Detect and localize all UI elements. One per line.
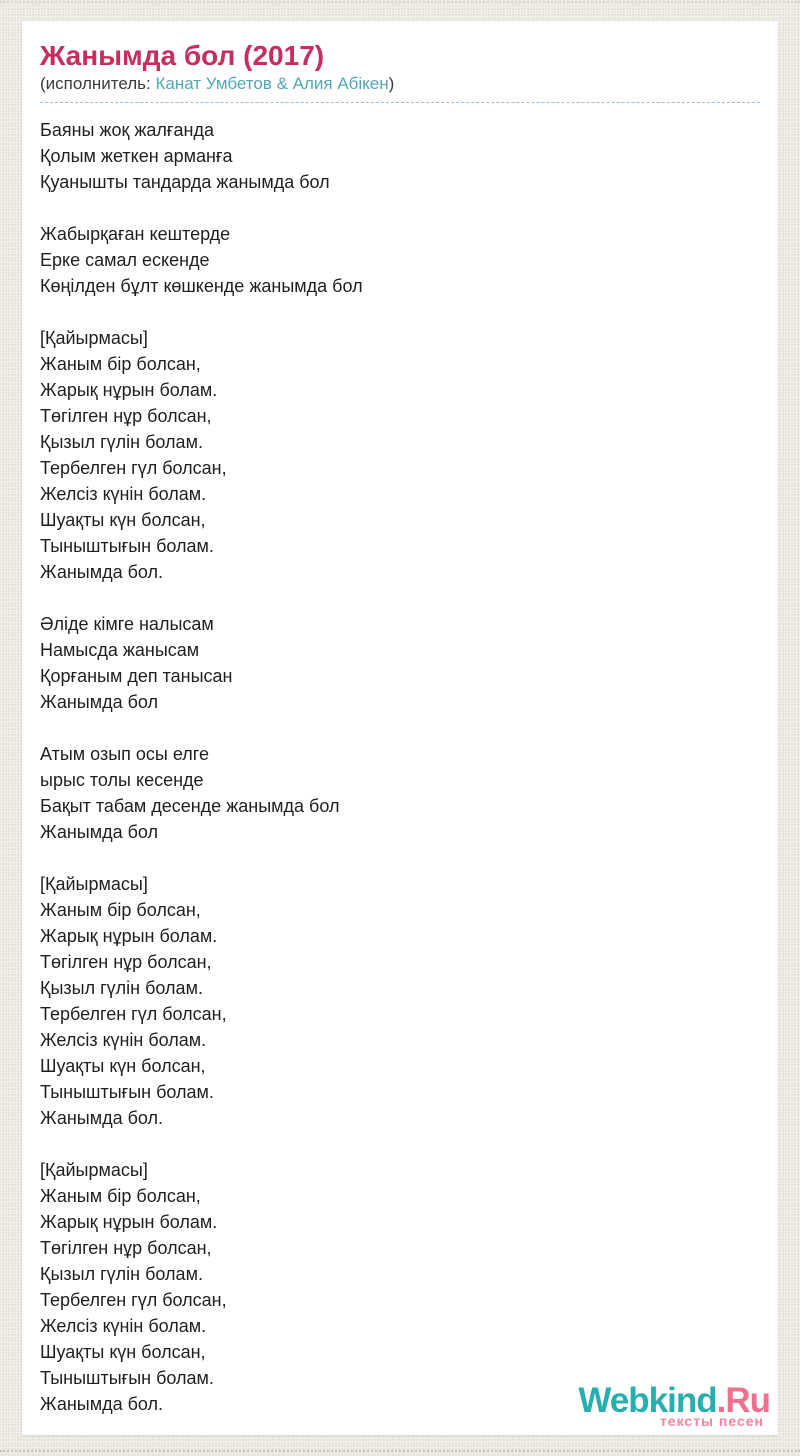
- lyric-line: Қызыл гүлін болам.: [40, 978, 203, 998]
- lyric-line: ырыс толы кесенде: [40, 770, 204, 790]
- lyric-line: Бақыт табам десенде жанымда бол: [40, 796, 340, 816]
- site-logo-tagline: тексты песен: [659, 1413, 764, 1429]
- stanza: [40, 117, 760, 195]
- lyric-line: Жарық нұрын болам.: [40, 926, 218, 946]
- lyric-line: Жанымда бол: [40, 692, 159, 712]
- stanza: [40, 1157, 760, 1417]
- lyric-line: [Қайырмасы]: [40, 328, 148, 348]
- lyrics-card: [22, 21, 778, 1435]
- lyric-line: Жарық нұрын болам.: [40, 1212, 218, 1232]
- lyric-line: Желсіз күнін болам.: [40, 1030, 207, 1050]
- lyric-line: Шуақты күн болсан,: [40, 1342, 206, 1362]
- lyric-line: Төгілген нұр болсан,: [40, 952, 212, 972]
- lyric-line: Жаным бір болсан,: [40, 354, 201, 374]
- lyric-line: Желсіз күнін болам.: [40, 1316, 207, 1336]
- lyric-line: Қызыл гүлін болам.: [40, 1264, 203, 1284]
- site-logo[interactable]: [578, 1383, 770, 1434]
- lyric-line: Жанымда бол.: [40, 1394, 164, 1414]
- page-bottom-dotted-border: [0, 1450, 800, 1452]
- lyric-line: [Қайырмасы]: [40, 874, 148, 894]
- lyric-line: Шуақты күн болсан,: [40, 510, 206, 530]
- lyric-line: Ерке самал ескенде: [40, 250, 210, 270]
- stanza: [40, 221, 760, 299]
- lyric-line: Жаным бір болсан,: [40, 900, 201, 920]
- stanza: [40, 611, 760, 715]
- lyric-line: Қолым жеткен арманға: [40, 146, 233, 166]
- artist-link[interactable]: Канат Умбетов & Алия Абікен: [155, 74, 389, 93]
- lyric-line: Желсіз күнін болам.: [40, 484, 207, 504]
- lyric-line: Қызыл гүлін болам.: [40, 432, 203, 452]
- lyric-line: Төгілген нұр болсан,: [40, 1238, 212, 1258]
- lyric-line: Көңілден бұлт көшкенде жанымда бол: [40, 276, 363, 296]
- stanza: [40, 325, 760, 585]
- lyric-line: Төгілген нұр болсан,: [40, 406, 212, 426]
- lyric-line: [Қайырмасы]: [40, 1160, 148, 1180]
- lyric-line: Қорғаным деп танысан: [40, 666, 233, 686]
- lyric-line: Жанымда бол: [40, 822, 159, 842]
- lyric-line: Тербелген гүл болсан,: [40, 1290, 227, 1310]
- page-title: Жанымда бол (2017): [40, 40, 325, 71]
- lyric-line: Тыныштығын болам.: [40, 1082, 214, 1102]
- page-top-dotted-border: [0, 1, 800, 3]
- performer-suffix: ): [388, 74, 395, 93]
- lyric-line: Тыныштығын болам.: [40, 1368, 214, 1388]
- lyrics-block: [40, 117, 760, 1417]
- performer-label: (исполнитель:: [40, 74, 151, 93]
- lyric-line: Қуанышты тандарда жанымда бол: [40, 172, 330, 192]
- lyric-line: Атым озып осы елге: [40, 744, 209, 764]
- lyric-line: Жабырқаған кештерде: [40, 224, 231, 244]
- lyric-line: Шуақты күн болсан,: [40, 1056, 206, 1076]
- site-logo-webkind: Webkind: [578, 1381, 717, 1420]
- stanza: [40, 741, 760, 845]
- lyric-line: Жанымда бол.: [40, 562, 164, 582]
- site-logo-ru: .Ru: [716, 1381, 770, 1420]
- lyric-line: Әліде кімге налысам: [40, 614, 214, 634]
- lyric-line: Жарық нұрын болам.: [40, 380, 218, 400]
- artist-row: [40, 73, 760, 103]
- lyric-line: Тербелген гүл болсан,: [40, 458, 227, 478]
- stanza: [40, 871, 760, 1131]
- lyric-line: Тыныштығын болам.: [40, 536, 214, 556]
- lyric-line: Намысда жанысам: [40, 640, 200, 660]
- lyric-line: Жанымда бол.: [40, 1108, 164, 1128]
- lyric-line: Баяны жоқ жалғанда: [40, 120, 214, 140]
- lyric-line: Тербелген гүл болсан,: [40, 1004, 227, 1024]
- lyric-line: Жаным бір болсан,: [40, 1186, 201, 1206]
